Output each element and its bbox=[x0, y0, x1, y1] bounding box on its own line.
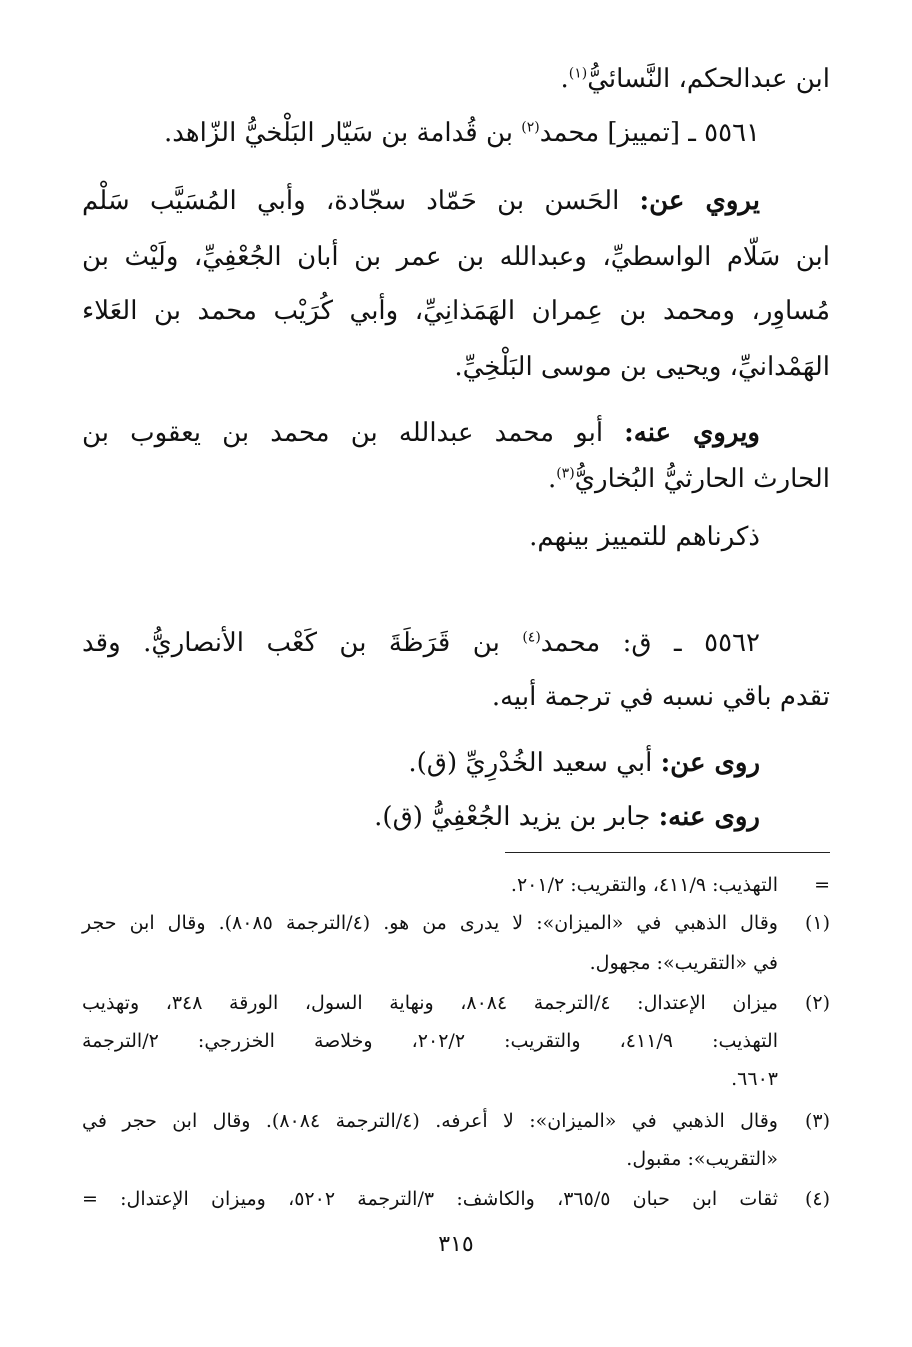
text-line-7 bbox=[82, 416, 760, 450]
narrated-by-label: روى عنه: bbox=[658, 802, 760, 832]
footnote-ref: (٢) bbox=[521, 119, 540, 136]
text-line-4: ابن سَلّام الواسطيِّ، وعبدالله بن عمر بن أبان الجُعْفِيِّ، ولَيْث بن bbox=[82, 242, 830, 272]
text-line-6: الهَمْدانيِّ، ويحيى بن موسى البَلْخِيِّ. bbox=[454, 352, 830, 382]
text-line-3 bbox=[82, 184, 760, 218]
entry-5562-heading bbox=[82, 626, 760, 660]
line-text: الحَسن بن حَمّاد سجّادة، وأبي المُسَيَّب سَلْم bbox=[82, 186, 640, 216]
footnote-ref: (٣) bbox=[556, 465, 575, 482]
entry-lineage: بن قُدامة بن سَيّار البَلْخيُّ الزّاهد. bbox=[163, 118, 522, 148]
footnote-ref: (١) bbox=[568, 65, 588, 82]
line-end: . bbox=[560, 64, 569, 94]
footnote-text: ٦٦٠٣. bbox=[731, 1068, 778, 1090]
narrates-from-label: يروي عن: bbox=[639, 186, 760, 216]
text-line-5: مُساوِر، ومحمد بن عِمران الهَمَذانِيِّ، وأبي كُرَيْب محمد بن العَلاء bbox=[82, 296, 830, 326]
line-text: الحارث الحارثيُّ البُخاريُّ bbox=[574, 464, 830, 494]
footnote-marker: (٤) bbox=[804, 1188, 830, 1210]
footnote-text: ميزان الإعتدال: ٤/الترجمة ٨٠٨٤، ونهاية السول، الورقة ٣٤٨، وتهذيب bbox=[82, 992, 778, 1014]
narrated-by-label: ويروي عنه: bbox=[624, 418, 760, 448]
text-line-11: تقدم باقي نسبه في ترجمة أبيه. bbox=[491, 682, 830, 712]
narrates-from-label: روى عن: bbox=[660, 748, 760, 778]
footnote-marker: (٢) bbox=[804, 992, 830, 1014]
footnote-text: في «التقريب»: مجهول. bbox=[589, 952, 778, 974]
footnote-text: التهذيب: ٤١١/٩، والتقريب: ٢٠٢/٢، وخلاصة الخزرجي: ٢/الترجمة bbox=[82, 1030, 778, 1052]
footnote-text: «التقريب»: مقبول. bbox=[626, 1148, 778, 1170]
footnote-text: وقال الذهبي في «الميزان»: لا يدرى من هو. (٤/الترجمة ٨٠٨٥). وقال ابن حجر bbox=[82, 912, 778, 934]
entry-lineage: بن قَرَظَةَ بن كَعْب الأنصاريُّ. وقد bbox=[82, 628, 523, 658]
footnote-marker: = bbox=[814, 874, 830, 896]
text-line-9: ذكرناهم للتمييز بينهم. bbox=[529, 522, 760, 552]
entry-5561-heading bbox=[82, 116, 760, 150]
line-text: ابن عبدالحكم، النَّسائيُّ bbox=[587, 64, 830, 94]
footnote-text: وقال الذهبي في «الميزان»: لا أعرفه. (٤/الترجمة ٨٠٨٤). وقال ابن حجر في bbox=[82, 1110, 778, 1132]
entry-number-name: ٥٥٦١ ـ [تمييز] محمد bbox=[539, 118, 760, 148]
footnote-marker: (١) bbox=[804, 912, 830, 934]
footnote-separator bbox=[505, 852, 830, 853]
page-number: ٣١٥ bbox=[438, 1232, 474, 1257]
footnote-ref: (٤) bbox=[522, 629, 541, 646]
entry-number-name: ٥٥٦٢ ـ ق: محمد bbox=[540, 628, 760, 658]
text-line-1 bbox=[82, 62, 830, 96]
text-line-8 bbox=[82, 462, 830, 496]
line-end: . bbox=[547, 464, 557, 494]
line-text: جابر بن يزيد الجُعْفِيُّ (ق). bbox=[374, 802, 659, 832]
line-text: أبي سعيد الخُدْرِيِّ (ق). bbox=[408, 748, 661, 778]
footnote-text: ثقات ابن حبان ٣٦٥/٥، والكاشف: ٣/الترجمة ٥٢٠٢، وميزان الإعتدال: = bbox=[82, 1188, 778, 1210]
text-line-13 bbox=[82, 800, 760, 834]
footnote-text: التهذيب: ٤١١/٩، والتقريب: ٢٠١/٢. bbox=[510, 874, 778, 896]
footnote-marker: (٣) bbox=[804, 1110, 830, 1132]
line-text: أبو محمد عبدالله بن محمد بن يعقوب بن bbox=[82, 418, 625, 448]
text-line-12 bbox=[82, 746, 760, 780]
